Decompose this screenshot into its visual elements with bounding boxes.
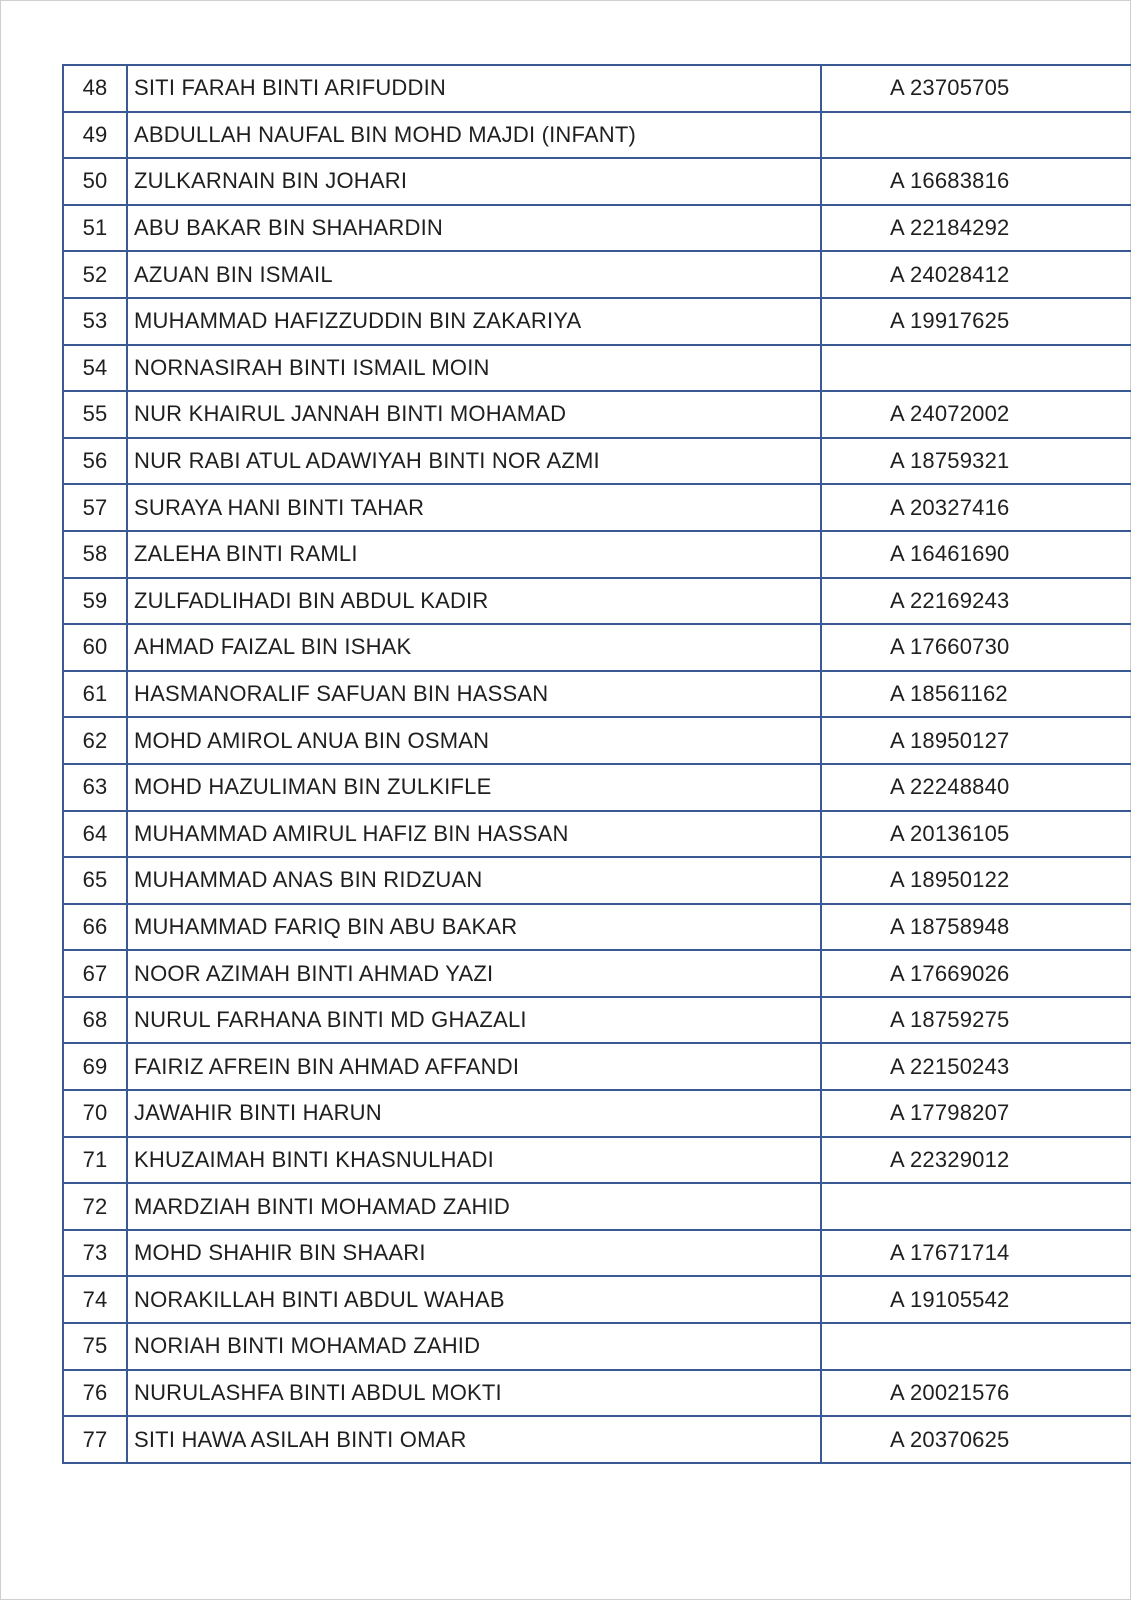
passport-number: A 20327416 <box>821 484 1131 531</box>
passport-number: A 22329012 <box>821 1137 1131 1184</box>
person-name: NUR KHAIRUL JANNAH BINTI MOHAMAD <box>127 391 821 438</box>
row-number: 51 <box>63 205 127 252</box>
person-name: NUR RABI ATUL ADAWIYAH BINTI NOR AZMI <box>127 438 821 485</box>
table-row <box>63 950 1131 997</box>
table-row <box>63 205 1131 252</box>
table-row <box>63 1323 1131 1370</box>
row-number: 55 <box>63 391 127 438</box>
row-number: 75 <box>63 1323 127 1370</box>
row-number: 63 <box>63 764 127 811</box>
row-number: 69 <box>63 1043 127 1090</box>
passport-number <box>821 1323 1131 1370</box>
row-number: 52 <box>63 251 127 298</box>
passport-number: A 16461690 <box>821 531 1131 578</box>
row-number: 53 <box>63 298 127 345</box>
passport-number: A 22150243 <box>821 1043 1131 1090</box>
person-name: NURULASHFA BINTI ABDUL MOKTI <box>127 1370 821 1417</box>
passport-number: A 17798207 <box>821 1090 1131 1137</box>
person-name: MARDZIAH BINTI MOHAMAD ZAHID <box>127 1183 821 1230</box>
table-row <box>63 857 1131 904</box>
table-row <box>63 1137 1131 1184</box>
person-name: SITI FARAH BINTI ARIFUDDIN <box>127 65 821 112</box>
person-name: MUHAMMAD FARIQ BIN ABU BAKAR <box>127 904 821 951</box>
person-name: MOHD AMIROL ANUA BIN OSMAN <box>127 717 821 764</box>
passport-number: A 18759275 <box>821 997 1131 1044</box>
person-name: MOHD HAZULIMAN BIN ZULKIFLE <box>127 764 821 811</box>
row-number: 48 <box>63 65 127 112</box>
person-name: MUHAMMAD AMIRUL HAFIZ BIN HASSAN <box>127 811 821 858</box>
row-number: 57 <box>63 484 127 531</box>
person-name: MUHAMMAD ANAS BIN RIDZUAN <box>127 857 821 904</box>
table-row <box>63 531 1131 578</box>
table-row <box>63 484 1131 531</box>
passport-number: A 18561162 <box>821 671 1131 718</box>
row-number: 60 <box>63 624 127 671</box>
passport-number: A 17671714 <box>821 1230 1131 1277</box>
passenger-table <box>62 64 1131 1464</box>
row-number: 76 <box>63 1370 127 1417</box>
passport-number: A 22184292 <box>821 205 1131 252</box>
passport-number: A 19917625 <box>821 298 1131 345</box>
passport-number: A 16683816 <box>821 158 1131 205</box>
row-number: 54 <box>63 345 127 392</box>
person-name: NOOR AZIMAH BINTI AHMAD YAZI <box>127 950 821 997</box>
row-number: 62 <box>63 717 127 764</box>
table-row <box>63 1230 1131 1277</box>
passport-number: A 20021576 <box>821 1370 1131 1417</box>
row-number: 71 <box>63 1137 127 1184</box>
person-name: ZULKARNAIN BIN JOHARI <box>127 158 821 205</box>
passport-number: A 18759321 <box>821 438 1131 485</box>
table-row <box>63 997 1131 1044</box>
row-number: 67 <box>63 950 127 997</box>
table-row <box>63 1370 1131 1417</box>
passport-number: A 24072002 <box>821 391 1131 438</box>
table-row <box>63 158 1131 205</box>
row-number: 74 <box>63 1276 127 1323</box>
row-number: 73 <box>63 1230 127 1277</box>
row-number: 50 <box>63 158 127 205</box>
table-row <box>63 298 1131 345</box>
passport-number <box>821 345 1131 392</box>
passport-number: A 17669026 <box>821 950 1131 997</box>
person-name: NORIAH BINTI MOHAMAD ZAHID <box>127 1323 821 1370</box>
table-row <box>63 904 1131 951</box>
passport-number: A 20370625 <box>821 1416 1131 1463</box>
table-row <box>63 624 1131 671</box>
table-row <box>63 251 1131 298</box>
person-name: KHUZAIMAH BINTI KHASNULHADI <box>127 1137 821 1184</box>
person-name: HASMANORALIF SAFUAN BIN HASSAN <box>127 671 821 718</box>
table-row <box>63 1090 1131 1137</box>
table-row <box>63 717 1131 764</box>
person-name: NORAKILLAH BINTI ABDUL WAHAB <box>127 1276 821 1323</box>
table-row <box>63 578 1131 625</box>
row-number: 70 <box>63 1090 127 1137</box>
passport-number: A 18758948 <box>821 904 1131 951</box>
person-name: ZALEHA BINTI RAMLI <box>127 531 821 578</box>
row-number: 65 <box>63 857 127 904</box>
row-number: 68 <box>63 997 127 1044</box>
passport-number: A 17660730 <box>821 624 1131 671</box>
row-number: 49 <box>63 112 127 159</box>
person-name: NORNASIRAH BINTI ISMAIL MOIN <box>127 345 821 392</box>
passport-number: A 23705705 <box>821 65 1131 112</box>
passport-number: A 22248840 <box>821 764 1131 811</box>
passport-number <box>821 112 1131 159</box>
person-name: ABDULLAH NAUFAL BIN MOHD MAJDI (INFANT) <box>127 112 821 159</box>
table-row <box>63 1183 1131 1230</box>
person-name: SITI HAWA ASILAH BINTI OMAR <box>127 1416 821 1463</box>
row-number: 59 <box>63 578 127 625</box>
table-row <box>63 764 1131 811</box>
person-name: ABU BAKAR BIN SHAHARDIN <box>127 205 821 252</box>
passport-number: A 24028412 <box>821 251 1131 298</box>
table-row <box>63 438 1131 485</box>
passport-number: A 19105542 <box>821 1276 1131 1323</box>
person-name: MOHD SHAHIR BIN SHAARI <box>127 1230 821 1277</box>
person-name: AHMAD FAIZAL BIN ISHAK <box>127 624 821 671</box>
person-name: JAWAHIR BINTI HARUN <box>127 1090 821 1137</box>
passport-number: A 18950127 <box>821 717 1131 764</box>
row-number: 66 <box>63 904 127 951</box>
row-number: 77 <box>63 1416 127 1463</box>
person-name: AZUAN BIN ISMAIL <box>127 251 821 298</box>
table-row <box>63 1043 1131 1090</box>
table-row <box>63 65 1131 112</box>
row-number: 64 <box>63 811 127 858</box>
table-row <box>63 112 1131 159</box>
person-name: FAIRIZ AFREIN BIN AHMAD AFFANDI <box>127 1043 821 1090</box>
person-name: ZULFADLIHADI BIN ABDUL KADIR <box>127 578 821 625</box>
table-row <box>63 1276 1131 1323</box>
passport-number: A 22169243 <box>821 578 1131 625</box>
passport-number: A 18950122 <box>821 857 1131 904</box>
passport-number <box>821 1183 1131 1230</box>
table-row <box>63 1416 1131 1463</box>
row-number: 58 <box>63 531 127 578</box>
table-body <box>63 65 1131 1463</box>
row-number: 56 <box>63 438 127 485</box>
row-number: 72 <box>63 1183 127 1230</box>
table-row <box>63 345 1131 392</box>
table-row <box>63 391 1131 438</box>
table-row <box>63 671 1131 718</box>
person-name: NURUL FARHANA BINTI MD GHAZALI <box>127 997 821 1044</box>
passport-number: A 20136105 <box>821 811 1131 858</box>
row-number: 61 <box>63 671 127 718</box>
table-row <box>63 811 1131 858</box>
person-name: SURAYA HANI BINTI TAHAR <box>127 484 821 531</box>
person-name: MUHAMMAD HAFIZZUDDIN BIN ZAKARIYA <box>127 298 821 345</box>
